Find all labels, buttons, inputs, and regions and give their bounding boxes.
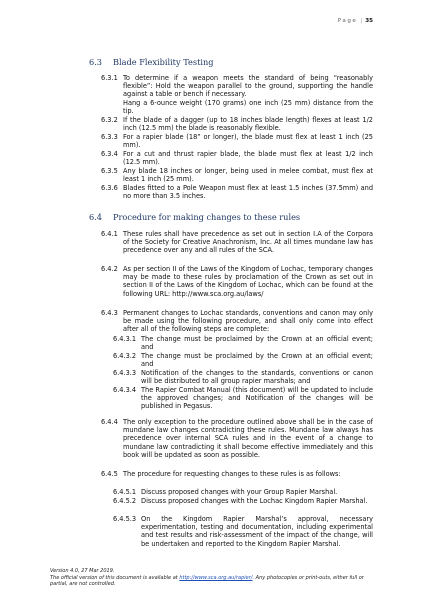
clause-text: If the blade of a dagger (up to 18 inches blade length) flexes at least 1/2 inch (12.5 mm) the blade is reasonably flexible.	[123, 116, 373, 133]
official-suffix: . Any photocopies or print-outs, either full or partial, are not controlled.	[50, 574, 364, 588]
clause-number: 6.4.3.4	[113, 386, 137, 394]
clause-text-continued: Hang a 6-ounce weight (170 grams) one inch (25 mm) distance from the tip.	[123, 98, 373, 115]
clause-number: 6.4.4	[101, 418, 118, 426]
page-footer	[50, 568, 370, 588]
header-separator: |	[360, 18, 363, 24]
section-number: 6.3	[89, 57, 103, 67]
clause-text: Blades fitted to a Pole Weapon must flex at least 1.5 inches (37.5mm) and no more than 3.5 inches.	[123, 184, 373, 201]
clause-text: Discuss proposed changes with the Lochac Kingdom Rapier Marshal.	[141, 497, 368, 505]
clause-number: 6.3.2	[101, 116, 118, 124]
official-notice	[50, 575, 370, 588]
section-heading-6-3	[89, 57, 214, 67]
clause-number: 6.3.4	[101, 150, 118, 158]
clause-text: These rules shall have precedence as set out in section I.A of the Corpora of the Society for Creative Anachronism, Inc. At all times mundane law has precedence over any and all rules of the SCA.	[123, 230, 373, 255]
clause-number: 6.4.2	[101, 265, 118, 273]
clause-text: The change must be proclaimed by the Crown at an official event; and	[141, 352, 373, 369]
clause-number: 6.4.3	[101, 309, 118, 317]
clause-text: For a rapier blade (18” or longer), the blade must flex at least 1 inch (25 mm).	[123, 133, 373, 150]
section-title: Blade Flexibility Testing	[113, 57, 214, 67]
page-label: Page	[337, 18, 358, 24]
section-title: Procedure for making changes to these rules	[113, 212, 301, 222]
clause-text: The Rapier Combat Manual (this document) will be updated to include the approved changes; and Notification of the changes will be published in Pegasus.	[141, 386, 373, 411]
clause-text: As per section II of the Laws of the Kingdom of Lochac, temporary changes may be made to these rules by proclamation of the Crown as set out in section II of the Laws of the Kingdom of Lochac, which can be found at the following URL: http://www.sca.org.au/laws/	[123, 265, 373, 298]
clause-text: The only exception to the procedure outlined above shall be in the case of mundane law changes contradicting these rules. Mundane law always has precedence over internal SCA rules and in the event of a change to mundane law contradicting it shall become effective immediately and this book will be updated as soon as possible.	[123, 418, 373, 459]
page-header	[338, 18, 373, 24]
clause-text: On the Kingdom Rapier Marshal’s approval, necessary experimentation, testing and documentation, including experimental and test results and risk-assessment of the impact of the change, will be undertaken and reported to the Kingdom Rapier Marshal.	[141, 515, 373, 548]
clause-text: Discuss proposed changes with your Group Rapier Marshal.	[141, 488, 338, 496]
version-line: Version 4.0, 27 Mar 2019.	[50, 568, 115, 574]
clause-number: 6.4.1	[101, 230, 118, 238]
clause-number: 6.4.5.3	[113, 515, 137, 523]
clause-number: 6.4.5.2	[113, 497, 137, 505]
clause-number: 6.3.6	[101, 184, 118, 192]
clause-text: Notification of the changes to the standards, conventions or canon will be distributed to all group rapier marshals; and	[141, 369, 373, 386]
clause-text: To determine if a weapon meets the standard of being “reasonably flexible”: Hold the weapon parallel to the ground, supporting the handle against a table or bench if necessary.	[123, 74, 373, 99]
clause-number: 6.4.5	[101, 470, 118, 478]
official-prefix: The official version of this document is available at	[50, 574, 180, 581]
clause-text: Any blade 18 inches or longer, being used in melee combat, must flex at least 1 inch (25 mm).	[123, 167, 373, 184]
clause-text: The procedure for requesting changes to these rules is as follows:	[123, 470, 341, 478]
clause-text: Permanent changes to Lochac standards, conventions and canon may only be made using the following procedure, and shall only come into effect after all of the following steps are complete:	[123, 309, 373, 334]
clause-number: 6.4.5.1	[113, 488, 137, 496]
page-number: 35	[365, 18, 373, 24]
clause-text: The change must be proclaimed by the Crown at an official event; and	[141, 335, 373, 352]
clause-number: 6.4.3.3	[113, 369, 137, 377]
section-heading-6-4	[89, 212, 300, 222]
official-url-link[interactable]: http://www.sca.org.au/rapier/	[179, 574, 253, 581]
clause-number: 6.4.3.1	[113, 335, 137, 343]
clause-number: 6.3.5	[101, 167, 118, 175]
clause-number: 6.4.3.2	[113, 352, 137, 360]
clause-number: 6.3.1	[101, 74, 118, 82]
section-number: 6.4	[89, 212, 103, 222]
clause-number: 6.3.3	[101, 133, 118, 141]
clause-text: For a cut and thrust rapier blade, the blade must flex at least 1/2 inch (12.5 mm).	[123, 150, 373, 167]
